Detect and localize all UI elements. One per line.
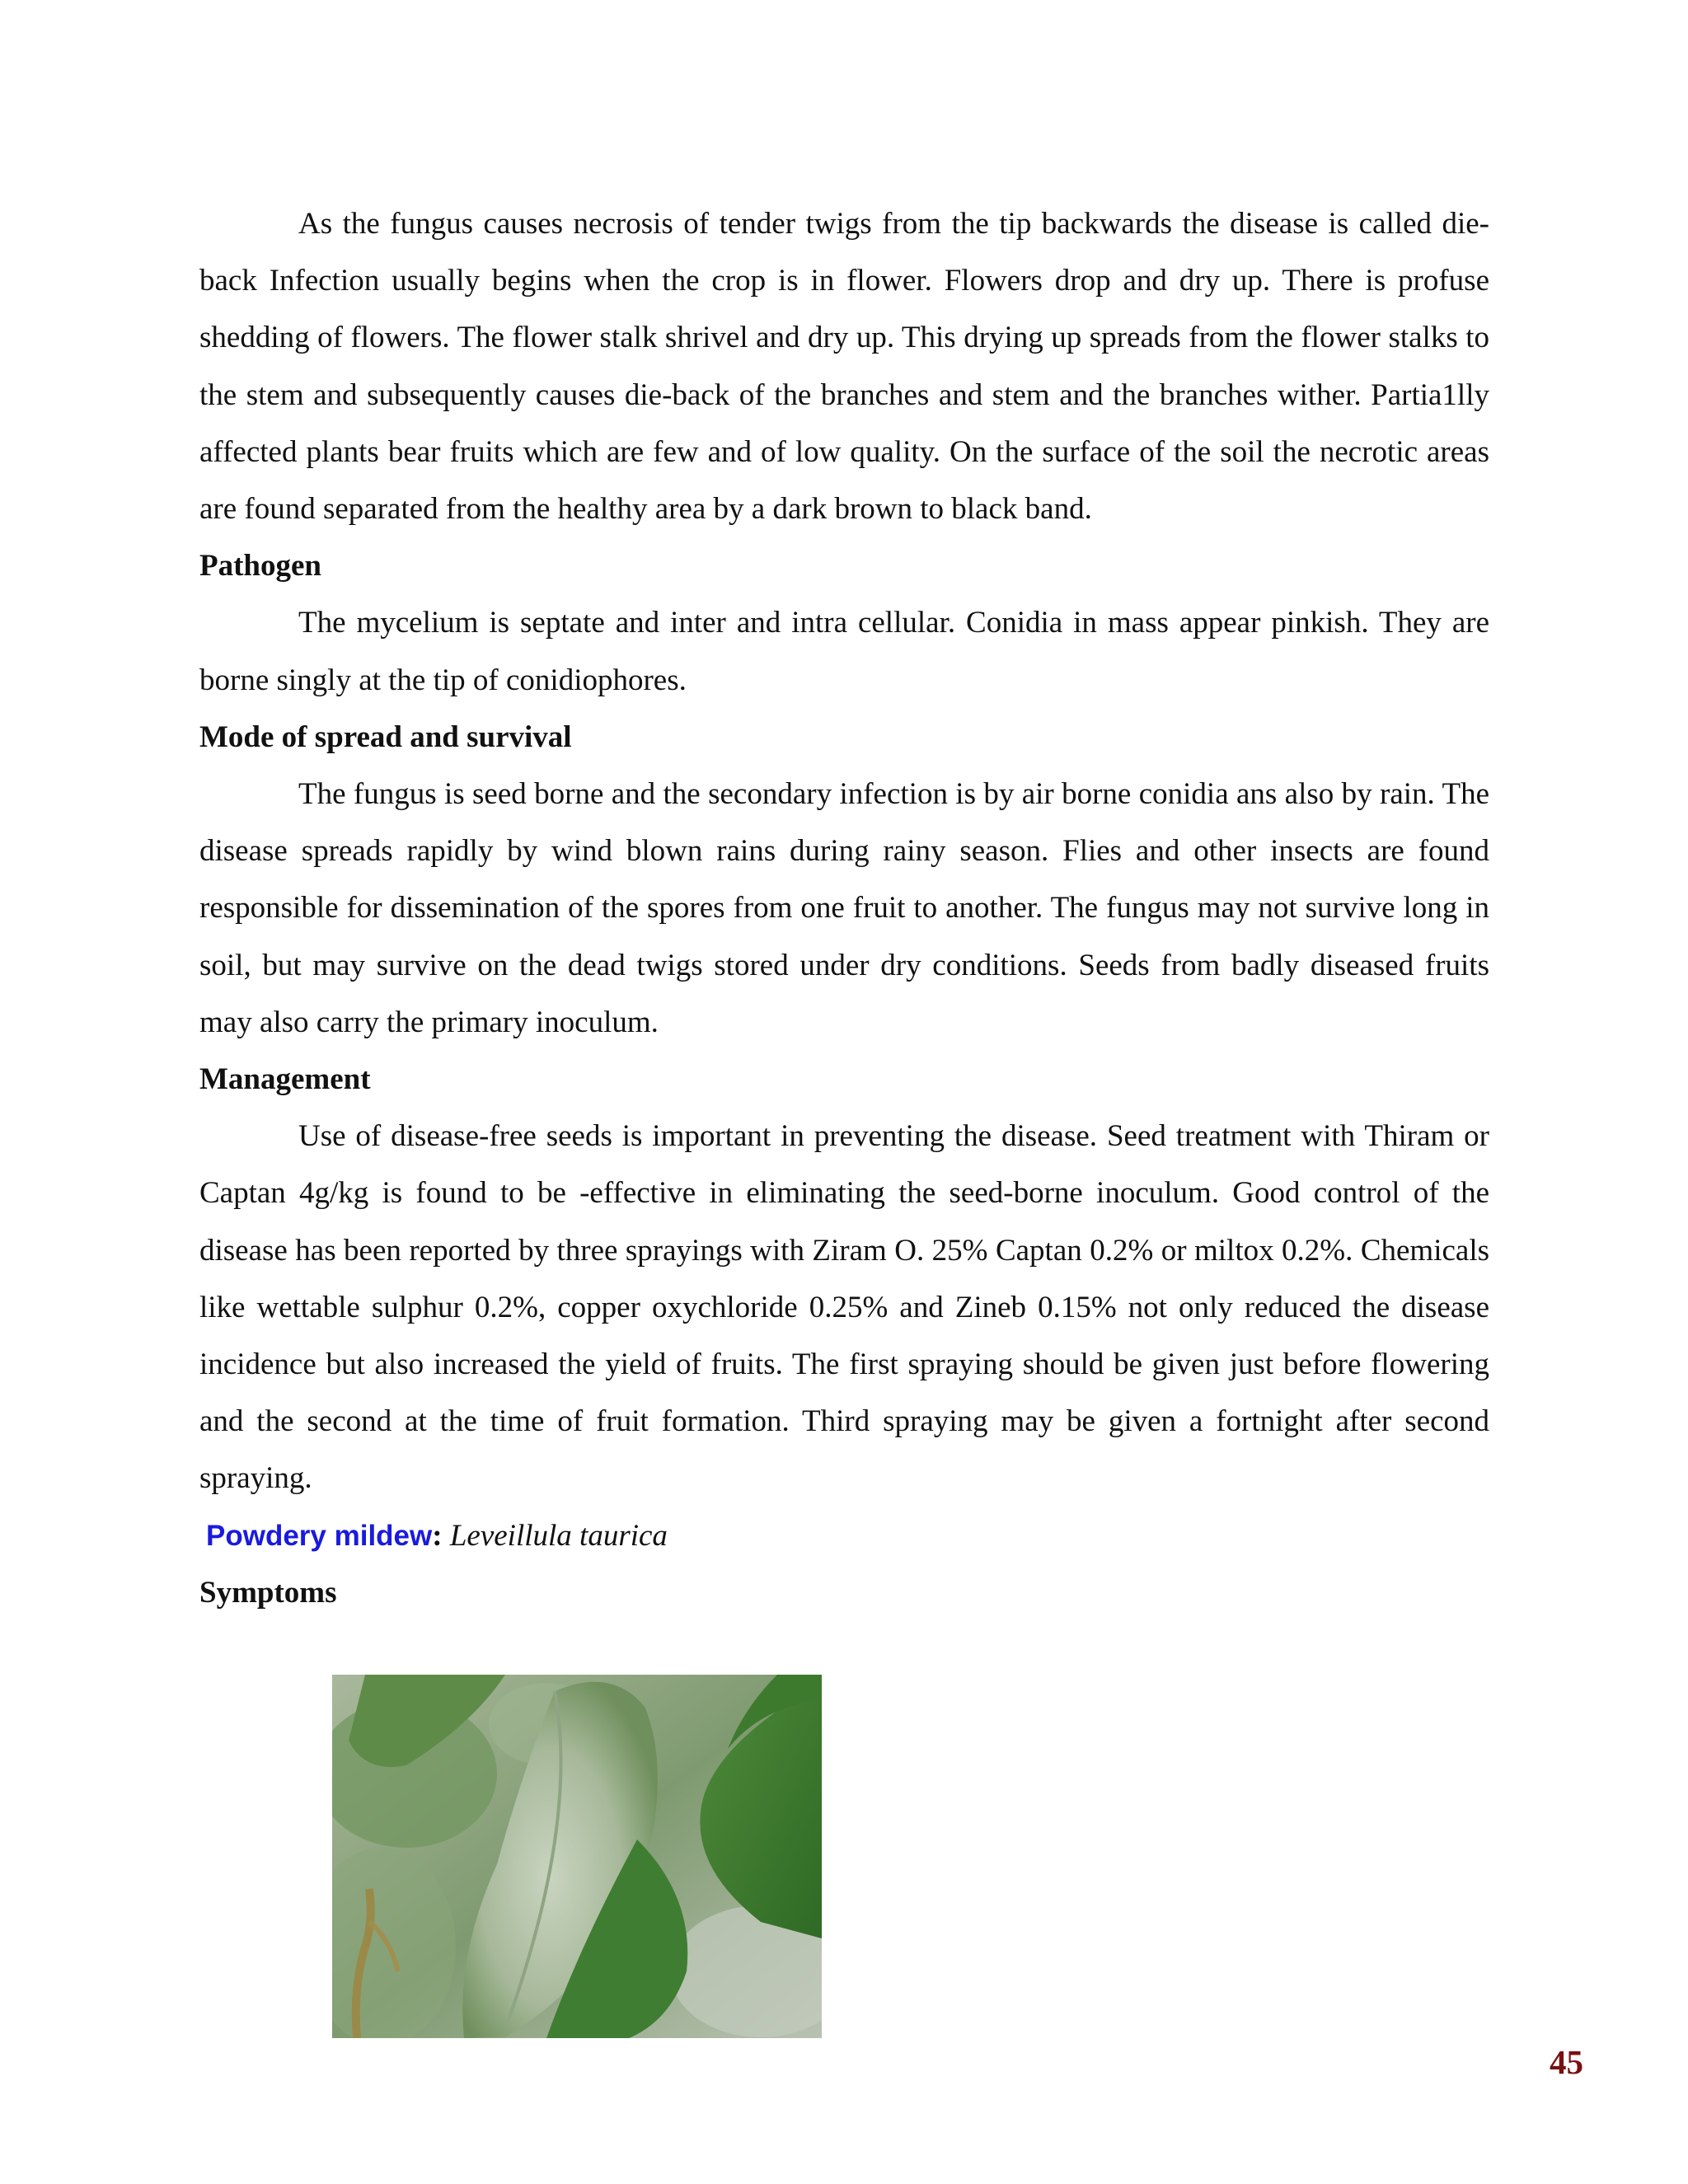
page-body: [199, 195, 1489, 1621]
disease-colon: :: [432, 1518, 443, 1553]
paragraph-pathogen: The mycelium is septate and inter and intra cellular. Conidia in mass appear pinkish. They are borne singly at the tip of conidiophores.: [199, 606, 1489, 697]
disease-name: Powdery mildew: [206, 1519, 433, 1552]
paragraph-symptoms-dieback: As the fungus causes necrosis of tender twigs from the tip backwards the disease is called die-back Infection usually begins when the crop is in flower. Flowers drop and dry up. There is profuse shedding of flowers. The flower stalk shrivel and dry up. This drying up spreads from the flower stalks to the stem and subsequently causes die-back of the branches and stem and the branches wither. Partia1lly affected plants bear fruits which are few and of low quality. On the surface of the soil the necrotic areas are found separated from the healthy area by a dark brown to black band.: [199, 207, 1489, 527]
paragraph-management: Use of disease-free seeds is important in preventing the disease. Seed treatment with Thiram or Captan 4g/kg is found to be -effective in eliminating the seed-borne inoculum. Good control of the disease has been reported by three sprayings with Ziram O. 25% Captan 0.2% or miltox 0.2%. Chemicals like wettable sulphur 0.2%, copper oxychloride 0.25% and Zineb 0.15% not only reduced the disease incidence but also increased the yield of fruits. The first spraying should be given just before flowering and the second at the time of fruit formation. Third spraying may be given a fortnight after second spraying.: [199, 1119, 1489, 1496]
disease-title: [199, 1507, 1489, 1564]
heading-symptoms: Symptoms: [199, 1575, 337, 1610]
paragraph-mode-of-spread: The fungus is seed borne and the secondary infection is by air borne conidia ans also by rain. The disease spreads rapidly by wind blown rains during rainy season. Flies and other insects are found responsible for dissemination of the spores from one fruit to another. The fungus may not survive long in soil, but may survive on the dead twigs stored under dry conditions. Seeds from badly diseased fruits may also carry the primary inoculum.: [199, 777, 1489, 1039]
page-number: 45: [1550, 2043, 1583, 2081]
powdery-mildew-leaf-photo: [332, 1675, 822, 2038]
heading-mode-of-spread: Mode of spread and survival: [199, 719, 572, 754]
heading-management: Management: [199, 1062, 371, 1097]
disease-pathogen-name: Leveillula taurica: [449, 1518, 668, 1553]
heading-pathogen: Pathogen: [199, 549, 321, 583]
